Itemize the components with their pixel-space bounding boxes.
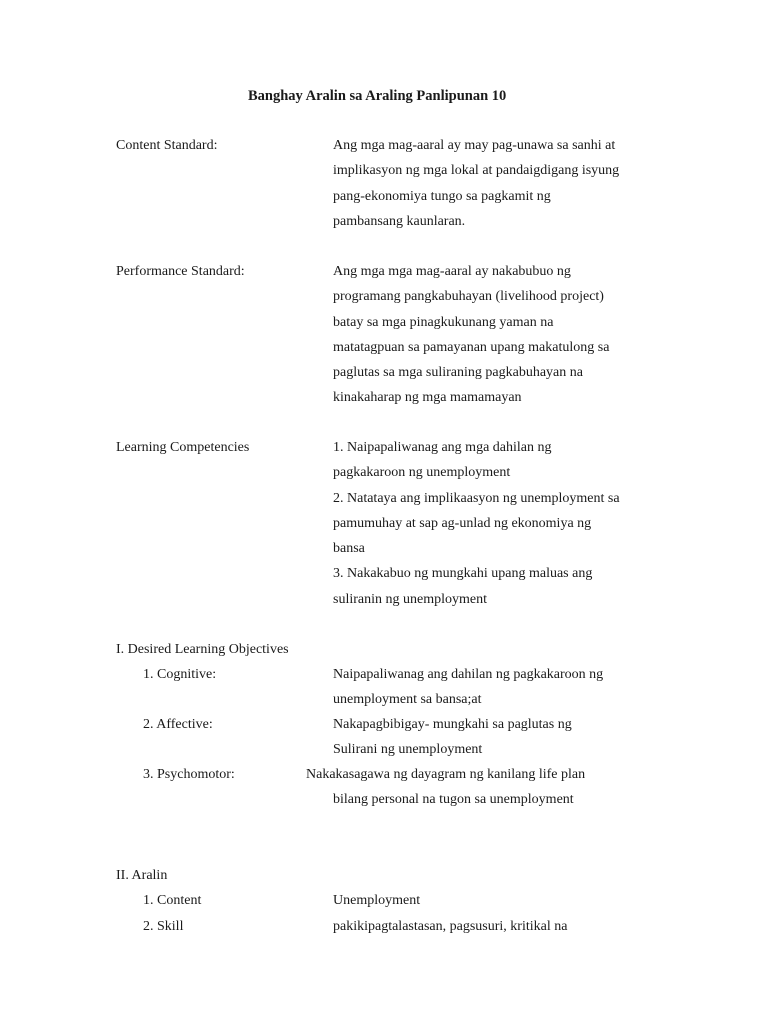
cognitive-label: 1. Cognitive: (143, 667, 217, 682)
text-line: pagkakaroon ng unemployment (333, 465, 511, 481)
text-line: suliranin ng unemployment (333, 591, 487, 607)
psychomotor-label: 3. Psychomotor: (143, 767, 235, 782)
text-line: Sulirani ng unemployment (333, 742, 483, 758)
text-line: Ang mga mag-aaral ay may pag-unawa sa sanhi at (333, 138, 616, 153)
text-line: paglutas sa mga suliraning pagkabuhayan na (333, 365, 583, 381)
text-line: Naipapaliwanag ang dahilan ng pagkakaroon ng (333, 667, 604, 682)
text-line: batay sa mga pinagkukunang yaman na (333, 314, 554, 330)
text-line: matatagpuan sa pamayanan upang makatulong sa (333, 339, 610, 355)
text-line: pambansang kaunlaran. (333, 213, 466, 229)
text-line: 1. Naipapaliwanag ang mga dahilan ng (333, 440, 552, 455)
text-line: Ang mga mga mag-aaral ay nakabubuo ng (333, 264, 571, 279)
text-line: 3. Nakakabuo ng mungkahi upang maluas ang (333, 566, 593, 582)
aralin-heading: II. Aralin (116, 868, 168, 883)
psychomotor-line-1: Nakakasagawa ng dayagram ng kanilang life plan (306, 767, 586, 782)
content-standard-text (333, 136, 619, 237)
content-standard-label: Content Standard: (116, 138, 218, 153)
aralin-content-label: 1. Content (143, 893, 202, 908)
text-line: implikasyon ng mga lokal at pandaigdigang isyung (333, 163, 620, 179)
objectives-heading: I. Desired Learning Objectives (116, 642, 289, 657)
performance-standard-text (333, 262, 609, 414)
performance-standard-label: Performance Standard: (116, 264, 245, 279)
psychomotor-line-2: bilang personal na tugon sa unemployment (333, 792, 574, 807)
text-line: pang-ekonomiya tungo sa pagkamit ng (333, 188, 551, 204)
text-line: programang pangkabuhayan (livelihood project) (333, 289, 604, 305)
text-line: bansa (333, 541, 365, 557)
document-title: Banghay Aralin sa Araling Panlipunan 10 (248, 88, 507, 104)
aralin-skill-value: pakikipagtalastasan, pagsusuri, kritikal na (333, 919, 568, 934)
text-line: pamumuhay at sap ag-unlad ng ekonomiya ng (333, 515, 592, 531)
cognitive-text (333, 665, 603, 716)
affective-text (333, 715, 572, 766)
text-line: kinakaharap ng mga mamamayan (333, 390, 522, 406)
aralin-skill-label: 2. Skill (143, 919, 184, 934)
learning-competencies-text (333, 438, 620, 615)
aralin-content-value: Unemployment (333, 893, 421, 908)
text-line: unemployment sa bansa;at (333, 692, 482, 708)
text-line: Nakapagbibigay- mungkahi sa paglutas ng (333, 717, 572, 732)
learning-competencies-label: Learning Competencies (116, 440, 250, 455)
text-line: 2. Natataya ang implikaasyon ng unemployment sa (333, 490, 620, 506)
affective-label: 2. Affective: (143, 717, 213, 732)
